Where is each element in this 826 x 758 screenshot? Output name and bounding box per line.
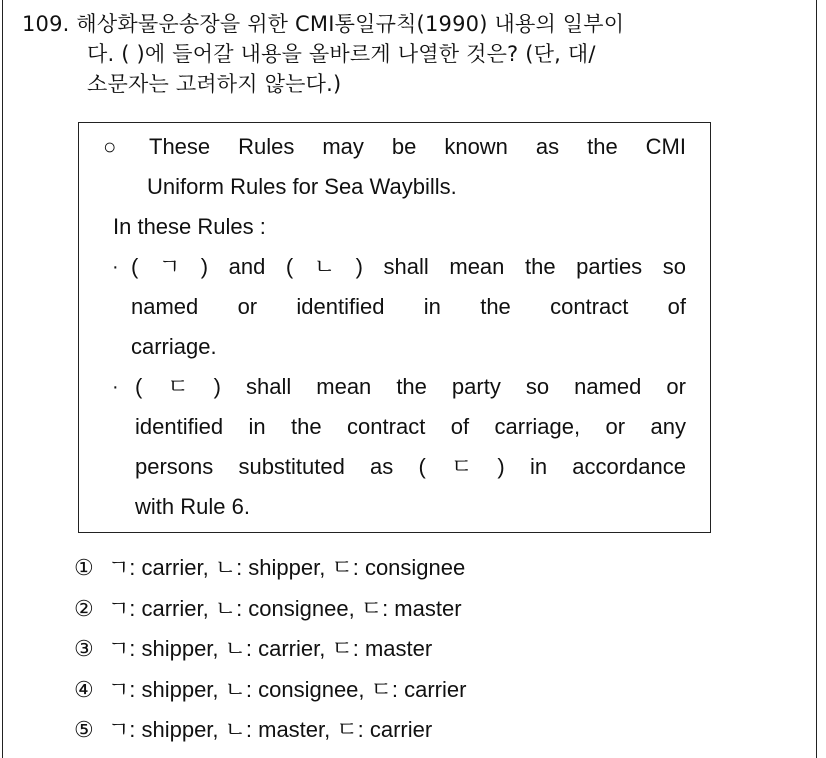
passage-line-5: named or identified in the contract of (131, 294, 686, 319)
option-number: ② (74, 595, 94, 621)
option-text: ㄱ: shipper, ㄴ: master, ㄷ: carrier (108, 717, 433, 742)
option-text: ㄱ: carrier, ㄴ: shipper, ㄷ: consignee (108, 555, 466, 580)
dot-bullet-icon: · (112, 376, 119, 398)
option-text: ㄱ: shipper, ㄴ: consignee, ㄷ: carrier (108, 676, 467, 702)
passage-line-6: carriage. (131, 334, 217, 359)
passage-line-3: In these Rules : (113, 214, 266, 239)
passage-row-4 (79, 247, 710, 287)
option-number: ① (74, 555, 94, 580)
passage-line-9: persons substituted as ( ㄷ ) in accordance (135, 454, 686, 479)
passage-line-1: These Rules may be known as the CMI (149, 134, 686, 159)
passage-box (78, 122, 711, 533)
passage-line-8: identified in the contract of carriage, or any (135, 414, 686, 439)
passage-line-4: ( ㄱ ) and ( ㄴ ) shall mean the parties so (131, 254, 686, 279)
option-text: ㄱ: carrier, ㄴ: consignee, ㄷ: master (108, 595, 462, 621)
answer-options (74, 548, 466, 751)
option-2[interactable] (74, 589, 466, 630)
option-5[interactable] (74, 710, 466, 751)
passage-row-8 (79, 407, 710, 447)
question-stem (22, 9, 802, 99)
passage-row-1 (79, 127, 710, 167)
passage-line-10: with Rule 6. (135, 494, 250, 519)
option-number: ⑤ (74, 717, 94, 742)
passage-row-7 (79, 367, 710, 407)
passage-line-7: ( ㄷ ) shall mean the party so named or (135, 374, 686, 399)
dot-bullet-icon: · (112, 256, 119, 278)
option-4[interactable] (74, 670, 466, 711)
question-line-3: 소문자는 고려하지 않는다.) (87, 72, 342, 96)
passage-line-2: Uniform Rules for Sea Waybills. (147, 174, 457, 199)
question-line-2: 다. ( )에 들어갈 내용을 올바르게 나열한 것은? (단, 대/ (87, 42, 596, 66)
passage-row-5 (79, 287, 710, 327)
circle-bullet-icon: ○ (103, 134, 117, 159)
option-number: ④ (74, 676, 94, 702)
option-number: ③ (74, 636, 94, 661)
question-line-1: 109. 해상화물운송장을 위한 CMI통일규칙(1990) 내용의 일부이 (22, 12, 625, 36)
passage-row-9 (79, 447, 710, 487)
option-3[interactable] (74, 629, 466, 670)
option-1[interactable] (74, 548, 466, 589)
option-text: ㄱ: shipper, ㄴ: carrier, ㄷ: master (108, 636, 433, 661)
